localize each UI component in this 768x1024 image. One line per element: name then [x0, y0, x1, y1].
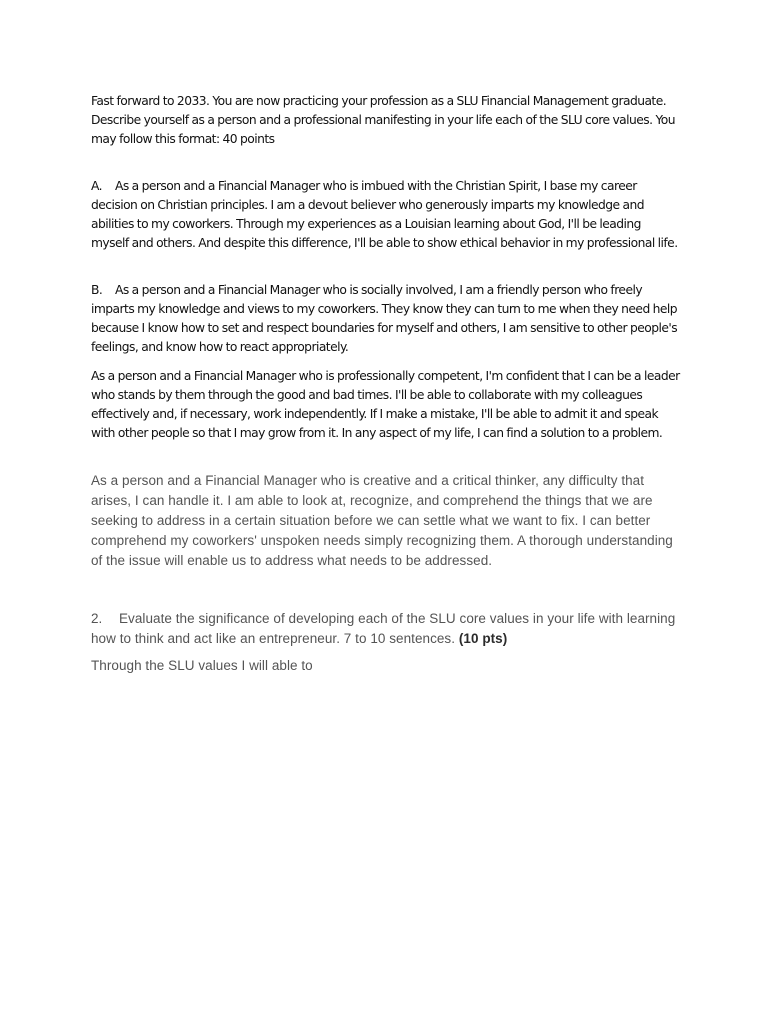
section-b — [91, 281, 681, 357]
question-2-points: (10 pts) — [458, 631, 508, 646]
question-2-text: Evaluate the significance of developing each of the SLU core values in your life with learning how to think and act like an entrepreneur. 7 to 10 sentences. — [91, 611, 676, 646]
question-2 — [91, 609, 681, 649]
assignment-prompt: Fast forward to 2033. You are now practicing your profession as a SLU Financial Management graduate. Describe yourself as a person and a professional manifesting in your life each of the SLU core values. You may follow this format: 40 points — [91, 94, 675, 146]
creative-thinker-paragraph: As a person and a Financial Manager who is creative and a critical thinker, any difficulty that arises, I can handle it. I am able to look at, recognize, and comprehend the things that we are seeking to address in a certain situation before we can settle what we want to fix. I can better comprehend my coworkers' unspoken needs simply recognizing them. A thorough understanding of the issue will enable us to address what needs to be addressed. — [91, 473, 673, 568]
section-b-marker: B. — [91, 283, 103, 297]
section-a-marker: A. — [91, 179, 103, 193]
section-b-text: As a person and a Financial Manager who is socially involved, I am a friendly person who freely imparts my knowledge and views to my coworkers. They know they can turn to me when they need help because I know how to set and respect boundaries for myself and others, I am sensitive to other people's feelings, and know how to react appropriately. — [91, 283, 678, 354]
question-2-number: 2. — [91, 611, 103, 626]
professional-competence-paragraph: As a person and a Financial Manager who is professionally competent, I'm confident that I can be a leader who stands by them through the good and bad times. I'll be able to collaborate with my colleagues effectively and, if necessary, work independently. If I make a mistake, I'll be able to admit it and speak with other people so that I may grow from it. In any aspect of my life, I can find a solution to a problem. — [91, 369, 680, 440]
section-a-text: As a person and a Financial Manager who is imbued with the Christian Spirit, I base my career decision on Christian principles. I am a devout believer who generously imparts my knowledge and abilities to my coworkers. Through my experiences as a Louisian learning about God, I'll be leading myself and others. And despite this difference, I'll be able to show ethical behavior in my professional life. — [91, 179, 678, 250]
section-a — [91, 177, 681, 253]
answer-start: Through the SLU values I will able to — [91, 658, 313, 673]
